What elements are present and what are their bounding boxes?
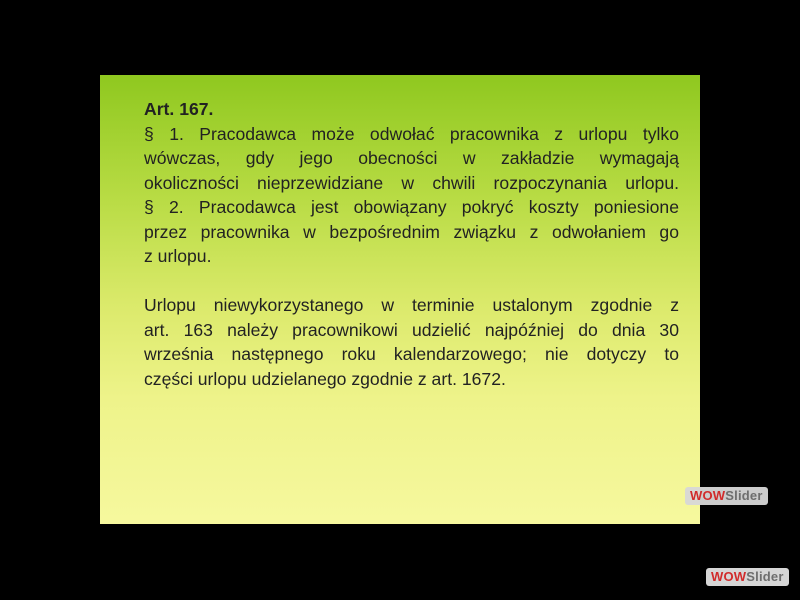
paragraph2-line: art. 163 należy pracownikowi udzielić najpóźniej do dnia 30 [144, 319, 679, 340]
wowslider-watermark[interactable] [706, 568, 789, 586]
paragraph1-line: § 1. Pracodawca może odwołać pracownika z urlopu tylko [144, 123, 679, 144]
paragraph2-line: Urlopu niewykorzystanego w terminie ustalonym zgodnie z [144, 295, 679, 315]
watermark-wow-text: WOW [690, 488, 726, 503]
paragraph1-line: wówczas, gdy jego obecności w zakładzie wymagają [144, 148, 679, 168]
slide-text [144, 97, 679, 391]
watermark-wow-text: WOW [711, 569, 747, 584]
paragraph1-line: z urlopu. [144, 246, 212, 266]
paragraph2-line: części urlopu udzielanego zgodnie z art. 1672. [144, 368, 506, 389]
wowslider-watermark[interactable] [685, 487, 768, 505]
paragraph1-line: § 2. Pracodawca jest obowiązany pokryć koszty poniesione [144, 197, 679, 217]
slide [100, 75, 700, 524]
paragraph-gap [144, 269, 679, 294]
paragraph1-line: przez pracownika w bezpośrednim związku z odwołaniem go [144, 221, 679, 242]
article-title: Art. 167. [144, 99, 214, 119]
watermark-slider-text: Slider [725, 488, 763, 503]
paragraph1-line: okoliczności nieprzewidziane w chwili rozpoczynania urlopu. [144, 172, 679, 193]
paragraph2-line: września następnego roku kalendarzowego; nie dotyczy to [144, 344, 679, 364]
watermark-slider-text: Slider [746, 569, 784, 584]
